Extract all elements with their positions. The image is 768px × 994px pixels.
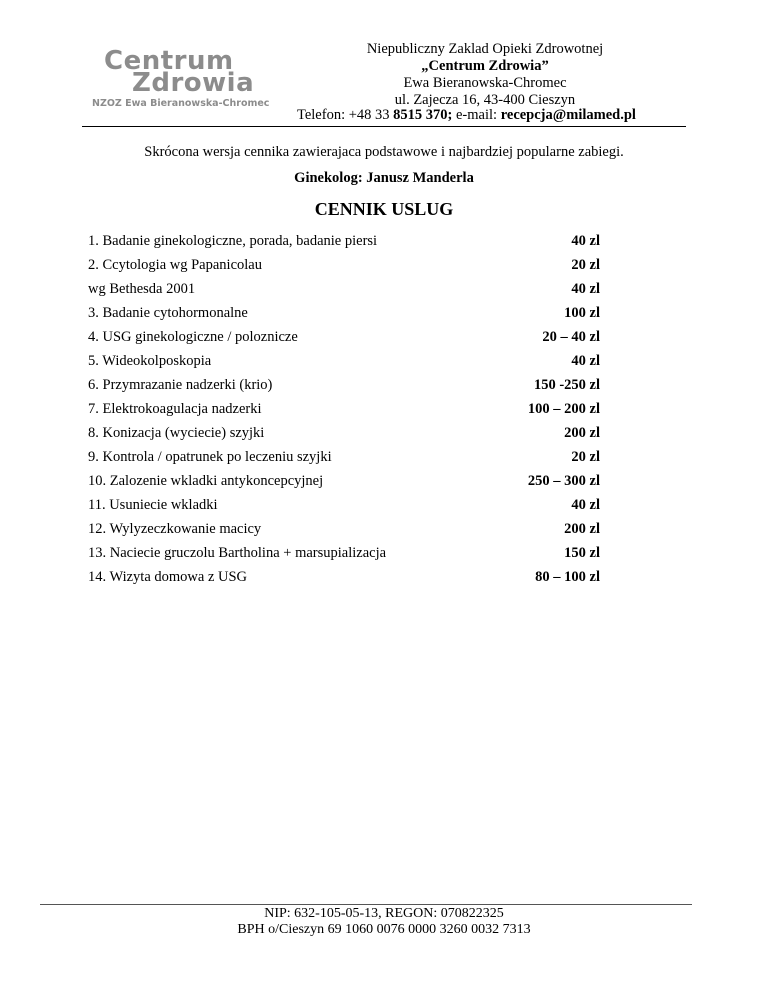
service-price: 40 zl: [571, 353, 600, 369]
price-list-item: [88, 351, 600, 375]
clinic-header: [290, 41, 680, 109]
price-list: [88, 231, 600, 591]
service-name: 1. Badanie ginekologiczne, porada, badanie piersi: [88, 233, 378, 249]
service-price: 250 – 300 zl: [527, 473, 600, 489]
service-name: wg Bethesda 2001: [88, 281, 196, 297]
price-list-item: [88, 543, 600, 567]
price-list-item: [88, 471, 600, 495]
service-price: 20 zl: [571, 449, 600, 465]
footer: [0, 906, 768, 938]
price-list-item: [88, 495, 600, 519]
doctor-name: Ginekolog: Janusz Manderla: [294, 170, 474, 186]
price-list-item: [88, 255, 600, 279]
clinic-owner: Ewa Bieranowska-Chromec: [403, 75, 567, 91]
footer-bank-account: BPH o/Cieszyn 69 1060 0076 0000 3260 0032 7313: [237, 922, 531, 937]
service-name: 2. Ccytologia wg Papanicolau: [88, 257, 262, 273]
price-list-item: [88, 231, 600, 255]
header-divider: [82, 126, 686, 127]
service-name: 9. Kontrola / opatrunek po leczeniu szyjki: [88, 449, 332, 465]
service-price: 20 zl: [571, 257, 600, 273]
price-list-item: [88, 303, 600, 327]
price-list-item: [88, 327, 600, 351]
email-address: recepcja@milamed.pl: [500, 107, 636, 123]
service-name: 6. Przymrazanie nadzerki (krio): [88, 377, 273, 393]
service-price: 40 zl: [571, 233, 600, 249]
service-price: 150 zl: [564, 545, 600, 561]
service-name: 5. Wideokolposkopia: [88, 353, 212, 369]
logo-subtitle: NZOZ Ewa Bieranowska-Chromec: [92, 98, 270, 109]
price-list-item: [88, 567, 600, 591]
email-label: e-mail:: [452, 107, 501, 123]
service-name: 12. Wylyzeczkowanie macicy: [88, 521, 262, 537]
service-name: 13. Naciecie gruczolu Bartholina + marsupializacja: [88, 545, 387, 561]
clinic-name: „Centrum Zdrowia”: [421, 58, 549, 74]
service-name: 14. Wizyta domowa z USG: [88, 569, 248, 585]
footer-divider: [40, 904, 692, 905]
price-list-item: [88, 447, 600, 471]
service-price: 20 – 40 zl: [542, 329, 600, 345]
service-price: 40 zl: [571, 281, 600, 297]
service-name: 7. Elektrokoagulacja nadzerki: [88, 401, 262, 417]
price-list-item: [88, 399, 600, 423]
service-price: 200 zl: [564, 521, 600, 537]
service-price: 100 – 200 zl: [527, 401, 600, 417]
document-subtitle: Skrócona wersja cennika zawierajaca podstawowe i najbardziej popularne zabiegi.: [144, 144, 624, 160]
page-title: CENNIK USLUG: [314, 199, 454, 219]
service-name: 10. Zalozenie wkladki antykoncepcyjnej: [88, 473, 324, 489]
service-name: 8. Konizacja (wyciecie) szyjki: [88, 425, 265, 441]
service-price: 100 zl: [564, 305, 600, 321]
service-price: 80 – 100 zl: [535, 569, 600, 585]
logo-text-zdrowia: Zdrowia: [132, 68, 255, 98]
price-list-item: [88, 519, 600, 543]
price-list-item: [88, 279, 600, 303]
service-name: 3. Badanie cytohormonalne: [88, 305, 248, 321]
phone-label: Telefon: +48 33: [297, 107, 394, 123]
service-price: 200 zl: [564, 425, 600, 441]
service-price: 150 -250 zl: [533, 377, 600, 393]
clinic-address: ul. Zajecza 16, 43-400 Cieszyn: [394, 92, 576, 108]
clinic-type: Niepubliczny Zaklad Opieki Zdrowotnej: [366, 41, 604, 57]
service-name: 11. Usuniecie wkladki: [88, 497, 218, 513]
service-name: 4. USG ginekologiczne / poloznicze: [88, 329, 298, 345]
phone-number: 8515 370;: [393, 107, 453, 123]
footer-tax-ids: NIP: 632-105-05-13, REGON: 070822325: [264, 906, 504, 921]
contact-line: [297, 107, 636, 124]
price-list-item: [88, 375, 600, 399]
price-list-item: [88, 423, 600, 447]
logo-text-centrum: Centrum: [104, 46, 234, 76]
service-price: 40 zl: [571, 497, 600, 513]
clinic-logo: [88, 46, 278, 114]
